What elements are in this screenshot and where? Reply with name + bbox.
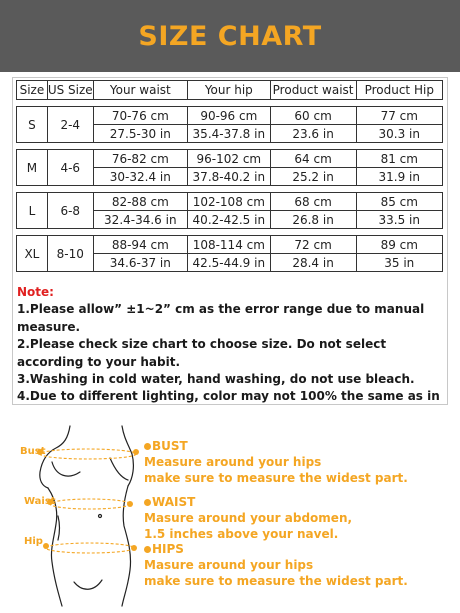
column-header: Product Hip [356,81,442,100]
table-spacer [17,100,443,107]
table-cell: 32.4-34.6 in [93,211,187,229]
size-cell: S [17,107,48,143]
table-cell: 31.9 in [356,168,442,186]
guide-line: make sure to measure the widest part. [144,471,408,485]
table-cell: 30-32.4 in [93,168,187,186]
table-row [17,150,443,168]
size-cell: M [17,150,48,186]
guide-line: 1.5 inches above your navel. [144,527,339,541]
table-spacer [17,143,443,150]
table-cell: 76-82 cm [93,150,187,168]
us-size-cell: 8-10 [47,236,93,272]
column-header: Size [17,81,48,100]
bust-label: Bust [20,446,46,457]
table-cell: 89 cm [356,236,442,254]
table-row [17,107,443,125]
table-cell: 60 cm [270,107,356,125]
bullet-dot-icon [144,546,151,553]
us-size-cell: 4-6 [47,150,93,186]
waist-label: Waist [24,496,56,507]
page-title: SIZE CHART [138,20,322,52]
note-item: 3.Washing in cold water, hand washing, do not use bleach. [17,372,415,387]
column-header: Your waist [93,81,187,100]
size-cell: XL [17,236,48,272]
table-cell: 30.3 in [356,125,442,143]
note-item: 2.Please check size chart to choose size. Do not select according to your habit. [17,337,387,369]
notes-title: Note: [17,285,54,299]
guide-title: WAIST [152,495,196,509]
table-row [17,193,443,211]
size-chart-table [16,80,443,272]
table-cell: 90-96 cm [187,107,270,125]
guide-line: Masure around your hips [144,558,314,572]
table-cell: 28.4 in [270,254,356,272]
table-cell: 77 cm [356,107,442,125]
table-cell: 88-94 cm [93,236,187,254]
table-cell: 33.5 in [356,211,442,229]
table-cell: 42.5-44.9 in [187,254,270,272]
us-size-cell: 2-4 [47,107,93,143]
bullet-dot-icon [144,499,151,506]
table-cell: 26.8 in [270,211,356,229]
bust-guide [144,438,408,486]
guide-line: Masure around your abdomen, [144,511,353,525]
table-row [17,236,443,254]
table-cell: 27.5-30 in [93,125,187,143]
guide-line: Measure around your hips [144,455,322,469]
column-header: US Size [47,81,93,100]
table-cell: 23.6 in [270,125,356,143]
table-cell: 64 cm [270,150,356,168]
table-cell: 70-76 cm [93,107,187,125]
table-cell: 72 cm [270,236,356,254]
hip-label: Hip [24,536,43,547]
table-cell: 35 in [356,254,442,272]
note-item: 1.Please allow” ±1~2” cm as the error range due to manual measure. [17,302,425,334]
table-cell: 81 cm [356,150,442,168]
table-cell: 35.4-37.8 in [187,125,270,143]
note-item: 4.Due to different lighting, color may not 100% the same as in [17,389,440,404]
table-spacer [17,186,443,193]
body-measurement-figure [12,420,142,608]
notes-section [17,284,445,406]
table-cell: 102-108 cm [187,193,270,211]
guide-title: BUST [152,439,188,453]
hips-guide [144,541,408,589]
table-cell: 96-102 cm [187,150,270,168]
title-banner [0,0,460,72]
table-cell: 25.2 in [270,168,356,186]
bullet-dot-icon [144,443,151,450]
table-cell: 68 cm [270,193,356,211]
column-header: Your hip [187,81,270,100]
table-cell: 37.8-40.2 in [187,168,270,186]
table-header-row [17,81,443,100]
table-spacer [17,229,443,236]
guide-title: HIPS [152,542,184,556]
table-cell: 82-88 cm [93,193,187,211]
us-size-cell: 6-8 [47,193,93,229]
table-cell: 34.6-37 in [93,254,187,272]
waist-guide [144,494,352,542]
column-header: Product waist [270,81,356,100]
size-cell: L [17,193,48,229]
table-cell: 85 cm [356,193,442,211]
table-cell: 40.2-42.5 in [187,211,270,229]
guide-line: make sure to measure the widest part. [144,574,408,588]
table-cell: 108-114 cm [187,236,270,254]
